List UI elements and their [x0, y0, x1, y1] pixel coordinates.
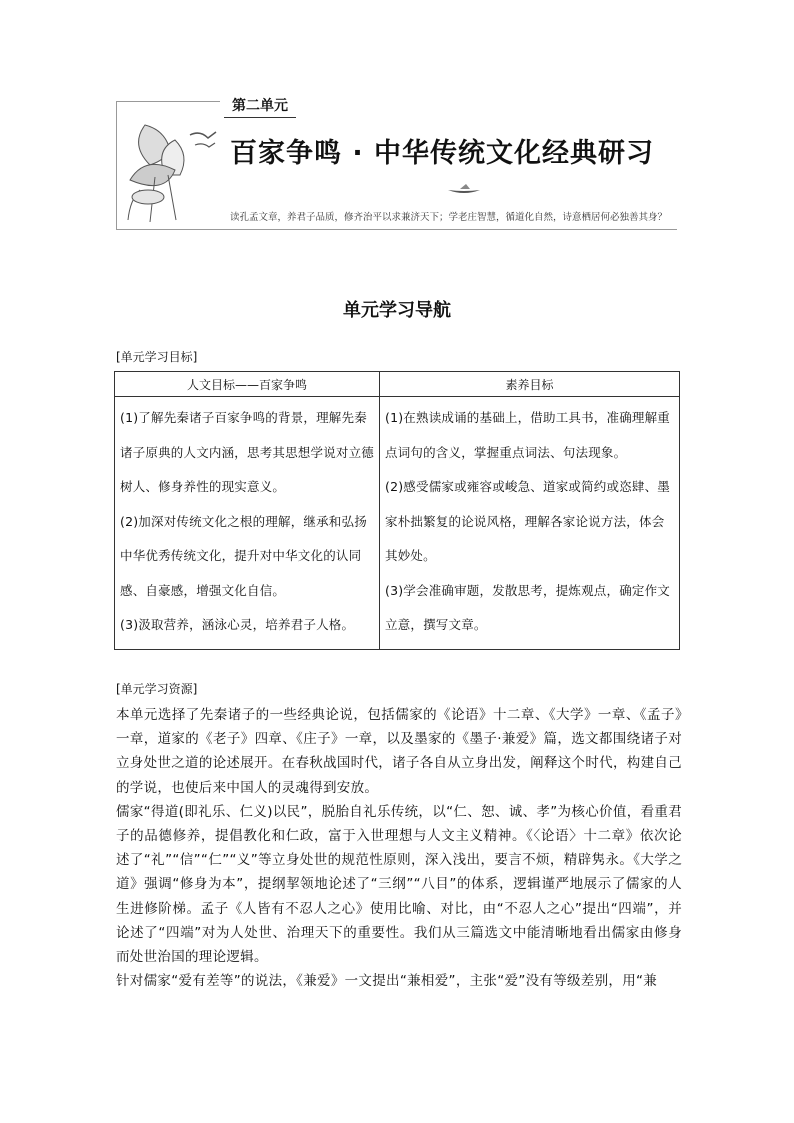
literacy-goal-1: (1)在熟读成诵的基础上，借助工具书，准确理解重点词句的含义，掌握重点词法、句法现象。 — [385, 410, 671, 460]
header-literacy: 素养目标 — [380, 372, 680, 397]
literacy-goal-3: (3)学会准确审题，发散思考，提炼观点，确定作文立意，撰写文章。 — [385, 582, 671, 632]
goals-table — [114, 371, 680, 650]
unit-label: 第二单元 — [224, 95, 296, 118]
humanities-goal-1: (1)了解先秦诸子百家争鸣的背景，理解先秦诸子原典的人文内涵，思考其思想学说对立德树人、修身养性的现实意义。 — [120, 410, 375, 494]
table-row — [115, 397, 680, 650]
header-humanities: 人文目标——百家争鸣 — [115, 372, 380, 397]
unit-banner — [116, 98, 678, 229]
boat-icon — [446, 181, 482, 195]
humanities-goals-cell — [115, 397, 380, 650]
literacy-goals-cell — [380, 397, 680, 650]
unit-tagline: 读孔孟文章，养君子品质，修齐治平以求兼济天下；学老庄智慧，循道化自然，诗意栖居何必独善其身？ — [230, 212, 668, 223]
humanities-goal-3: (3)汲取营养，涵泳心灵，培养君子人格。 — [120, 617, 355, 632]
literacy-goal-2: (2)感受儒家或雍容或峻急、道家或简约或恣肆、墨家朴拙繁复的论说风格，理解各家论说方法，体会其妙处。 — [385, 479, 671, 563]
lotus-birds-illustration — [120, 105, 230, 225]
unit-title: 百家争鸣 · 中华传统文化经典研习 — [230, 138, 655, 169]
resources-paragraph-1: 本单元选择了先秦诸子的一些经典论说，包括儒家的《论语》十二章、《大学》一章、《孟子》一章，道家的《老子》四章、《庄子》一章，以及墨家的《墨子·兼爱》篇，选文都围绕诸子对立身处世之道的论述展开。在春秋战国时代，诸子各自从立身出发，阐释这个时代，构建自己的学说，也使后来中国人的灵魂得到安放。 — [116, 707, 682, 796]
resources-body — [116, 703, 682, 993]
goals-label: [单元学习目标] — [116, 350, 198, 364]
resources-label: [单元学习资源] — [116, 682, 198, 696]
humanities-goal-2: (2)加深对传统文化之根的理解，继承和弘扬中华优秀传统文化，提升对中华文化的认同感、自豪感，增强文化自信。 — [120, 513, 367, 598]
table-header-row — [115, 372, 680, 397]
resources-paragraph-2: 儒家“得道(即礼乐、仁义)以民”，脱胎自礼乐传统，以“仁、恕、诚、孝”为核心价值，看重君子的品德修养，提倡教化和仁政，富于入世理想与人文主义精神。《〈论语〉十二章》依次论述了“礼”“信”“仁”“义”等立身处世的规范性原则，深入浅出，要言不烦，精辟隽永。《大学之道》强调“修身为本”，提纲挈领地论述了“三纲”“八目”的体系，逻辑谨严地展示了儒家的人生进修阶梯。孟子《人皆有不忍人之心》使用比喻、对比，由“不忍人之心”提出“四端”，并论述了“四端”对为人处世、治理天下的重要性。我们从三篇选文中能清晰地看出儒家由修身而处世治国的理论逻辑。 — [116, 803, 682, 966]
banner-top-line — [116, 101, 220, 102]
section-title: 单元学习导航 — [343, 300, 451, 321]
resources-paragraph-3: 针对儒家“爱有差等”的说法，《兼爱》一文提出“兼相爱”，主张“爱”没有等级差别，用“兼 — [116, 973, 658, 990]
